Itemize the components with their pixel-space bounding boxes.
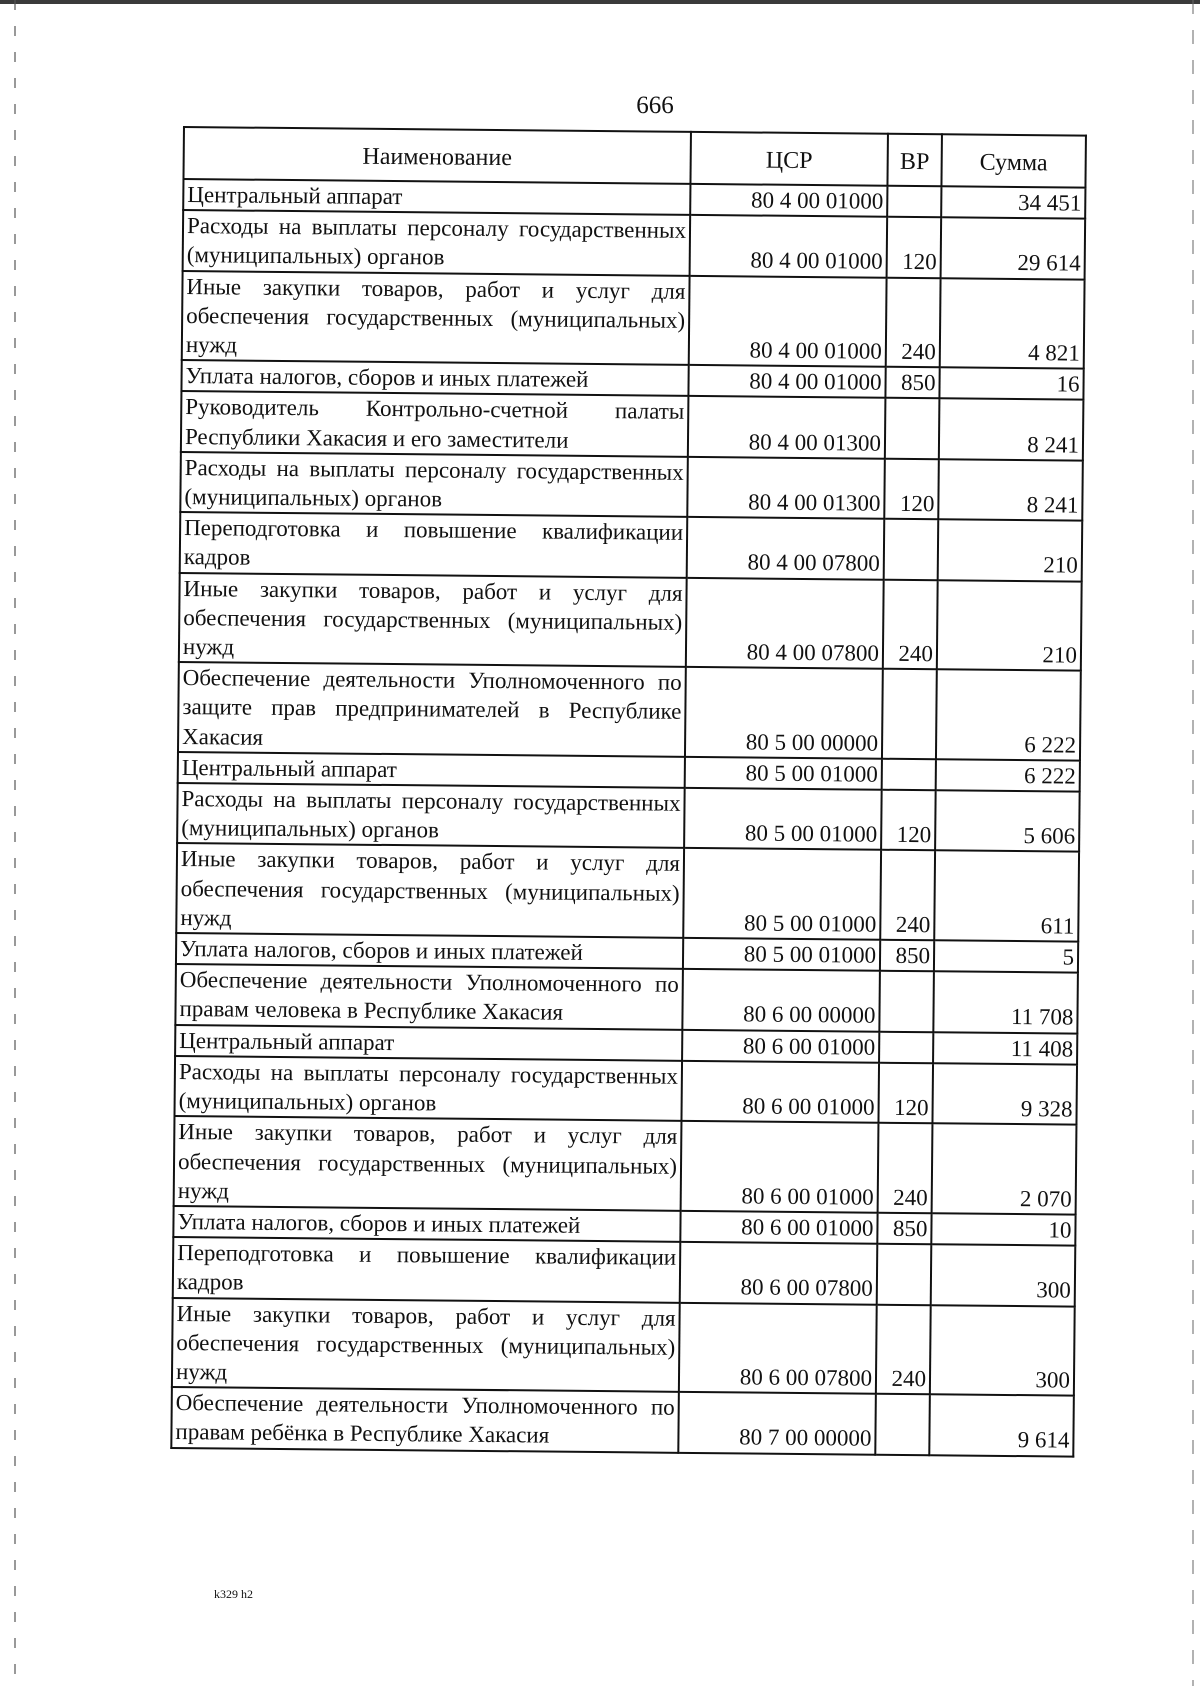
- cell-name: Обеспечение деятельности Уполномоченного по защите прав предпринимателей в Республике Хакасия: [178, 662, 686, 756]
- cell-vr: 240: [876, 1304, 931, 1394]
- cell-vr: 850: [877, 1213, 931, 1245]
- cell-name: Обеспечение деятельности Уполномоченного по правам человека в Республике Хакасия: [175, 964, 683, 1029]
- cell-name: Центральный аппарат: [183, 179, 690, 215]
- table-row: [171, 1387, 1074, 1456]
- cell-vr: [884, 519, 939, 580]
- cell-csr: 80 4 00 07800: [687, 517, 885, 579]
- cell-name: Расходы на выплаты персоналу государственных (муниципальных) органов: [174, 1056, 682, 1121]
- cell-name: Расходы на выплаты персоналу государственных (муниципальных) органов: [177, 783, 685, 848]
- cell-sum: 300: [930, 1305, 1075, 1396]
- cell-vr: 120: [884, 459, 939, 520]
- cell-csr: 80 6 00 07800: [680, 1242, 878, 1304]
- cell-sum: 29 614: [941, 217, 1086, 279]
- cell-vr: [879, 1031, 933, 1063]
- cell-csr: 80 5 00 01000: [683, 848, 881, 939]
- table-row: [180, 512, 1083, 581]
- cell-sum: 34 451: [941, 186, 1085, 219]
- cell-csr: 80 4 00 01000: [689, 275, 887, 366]
- cell-name: Центральный аппарат: [175, 1025, 682, 1061]
- cell-sum: 8 241: [939, 399, 1084, 461]
- cell-vr: [882, 759, 936, 791]
- table-row: [181, 391, 1084, 460]
- cell-name: Расходы на выплаты персоналу государственных (муниципальных) органов: [183, 210, 691, 275]
- cell-name: Иные закупки товаров, работ и услуг для обеспечения государственных (муниципальных) нужд: [172, 1297, 680, 1391]
- table-row: [178, 662, 1081, 760]
- cell-name: Переподготовка и повышение квалификации кадров: [173, 1237, 681, 1302]
- cell-sum: 10: [931, 1213, 1075, 1246]
- cell-vr: 120: [887, 217, 942, 278]
- table-row: [176, 843, 1079, 941]
- table-row: [182, 271, 1085, 369]
- cell-vr: 240: [878, 1123, 933, 1213]
- cell-name: Руководитель Контрольно-счетной палаты Республики Хакасия и его заместители: [181, 391, 689, 456]
- table-body: [171, 179, 1085, 1456]
- cell-csr: 80 6 00 07800: [679, 1302, 877, 1393]
- footer-code: k329 h2: [214, 1587, 253, 1601]
- table-row: [173, 1237, 1076, 1306]
- header-name: Наименование: [183, 127, 690, 184]
- cell-csr: 80 6 00 01000: [682, 1030, 879, 1063]
- cell-vr: [885, 398, 940, 459]
- cell-name: Иные закупки товаров, работ и услуг для обеспечения государственных (муниципальных) нужд: [179, 573, 687, 667]
- cell-csr: 80 5 00 01000: [684, 788, 882, 850]
- cell-sum: 11 708: [933, 972, 1078, 1034]
- table-row: [172, 1297, 1075, 1395]
- cell-sum: 16: [939, 367, 1083, 400]
- scan-edge-top: [0, 0, 1200, 4]
- cell-csr: 80 5 00 01000: [685, 757, 882, 790]
- cell-sum: 8 241: [938, 459, 1083, 521]
- header-csr: ЦСР: [690, 132, 887, 186]
- cell-sum: 2 070: [932, 1124, 1077, 1215]
- cell-csr: 80 6 00 00000: [682, 969, 880, 1031]
- cell-csr: 80 4 00 01300: [688, 396, 886, 458]
- cell-vr: 240: [880, 850, 935, 940]
- cell-vr: [877, 1244, 932, 1305]
- table-row: [177, 783, 1080, 852]
- table-row: [175, 964, 1078, 1033]
- cell-csr: 80 6 00 01000: [681, 1061, 879, 1123]
- cell-vr: [875, 1394, 930, 1455]
- table-row: [174, 1056, 1077, 1125]
- cell-vr: 120: [878, 1063, 933, 1124]
- cell-sum: 9 614: [929, 1394, 1074, 1456]
- cell-csr: 80 4 00 07800: [686, 577, 884, 668]
- cell-csr: 80 4 00 01000: [690, 184, 887, 217]
- page-number: 666: [636, 92, 674, 119]
- cell-sum: 4 821: [940, 278, 1085, 369]
- cell-sum: 5 606: [935, 790, 1080, 852]
- cell-sum: 11 408: [933, 1032, 1077, 1065]
- cell-vr: 120: [881, 790, 936, 851]
- cell-vr: [879, 971, 934, 1032]
- cell-sum: 611: [934, 851, 1079, 942]
- cell-name: Переподготовка и повышение квалификации кадров: [180, 512, 688, 577]
- cell-name: Иные закупки товаров, работ и услуг для обеспечения государственных (муниципальных) нужд: [174, 1116, 682, 1210]
- header-vr: ВР: [887, 134, 941, 187]
- cell-csr: 80 4 00 01000: [690, 215, 888, 277]
- cell-name: Уплата налогов, сборов и иных платежей: [173, 1206, 680, 1242]
- cell-vr: 850: [880, 940, 934, 972]
- scan-edge-left: [14, 0, 16, 1686]
- cell-vr: [882, 669, 937, 759]
- cell-csr: 80 7 00 00000: [678, 1392, 876, 1454]
- cell-sum: 5: [934, 940, 1078, 973]
- table-row: [179, 573, 1082, 671]
- table-row: [183, 210, 1086, 279]
- table-row: [180, 452, 1083, 521]
- cell-name: Уплата налогов, сборов и иных платежей: [176, 933, 683, 969]
- budget-table: [170, 126, 1087, 1457]
- cell-sum: 6 222: [936, 670, 1081, 761]
- cell-name: Уплата налогов, сборов и иных платежей: [181, 360, 688, 396]
- cell-name: Иные закупки товаров, работ и услуг для обеспечения государственных (муниципальных) нужд: [182, 271, 690, 365]
- table-header: [183, 127, 1085, 188]
- header-sum: Сумма: [941, 134, 1085, 187]
- cell-name: Иные закупки товаров, работ и услуг для обеспечения государственных (муниципальных) нужд: [176, 843, 684, 937]
- cell-name: Обеспечение деятельности Уполномоченного по правам ребёнка в Республике Хакасия: [171, 1387, 679, 1452]
- cell-vr: [887, 186, 941, 218]
- header-row: [183, 127, 1085, 188]
- cell-sum: 210: [937, 580, 1082, 671]
- cell-csr: 80 4 00 01300: [687, 457, 885, 519]
- cell-sum: 210: [938, 520, 1083, 582]
- cell-csr: 80 4 00 01000: [688, 365, 885, 398]
- cell-csr: 80 5 00 01000: [683, 938, 880, 971]
- table-row: [174, 1116, 1077, 1214]
- cell-vr: 850: [885, 367, 939, 399]
- scan-edge-right: [1192, 0, 1194, 1686]
- cell-sum: 300: [931, 1244, 1076, 1306]
- cell-vr: 240: [883, 579, 938, 669]
- cell-sum: 6 222: [936, 759, 1080, 792]
- cell-sum: 9 328: [932, 1063, 1077, 1125]
- cell-name: Расходы на выплаты персоналу государственных (муниципальных) органов: [180, 452, 688, 517]
- cell-csr: 80 6 00 01000: [681, 1121, 879, 1212]
- cell-vr: 240: [886, 277, 941, 367]
- cell-csr: 80 5 00 00000: [685, 667, 883, 758]
- cell-csr: 80 6 00 01000: [680, 1211, 877, 1244]
- cell-name: Центральный аппарат: [178, 752, 685, 788]
